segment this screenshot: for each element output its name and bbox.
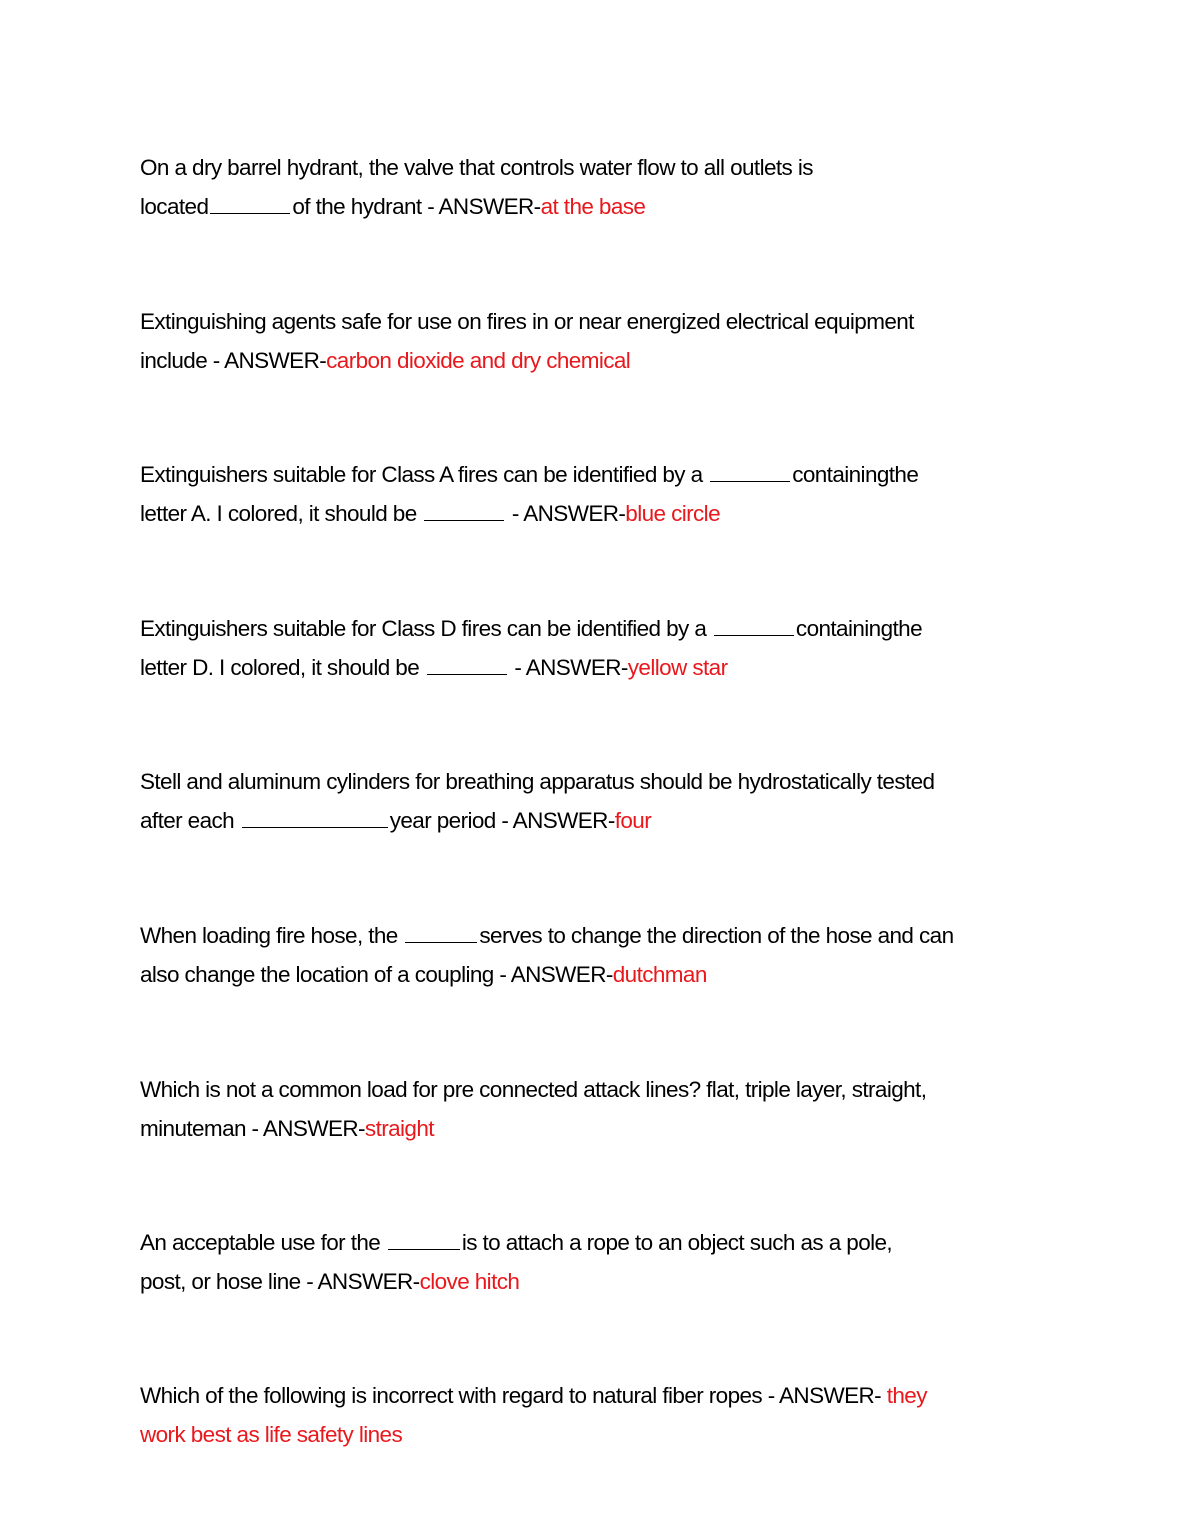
question-line: Extinguishers suitable for Class D fires can be identified by a containingthe xyxy=(140,609,1030,648)
qa-item-8 xyxy=(140,1223,1030,1301)
answer-text: work best as life safety lines xyxy=(140,1422,403,1447)
qa-item-3 xyxy=(140,455,1030,533)
question-line: Which of the following is incorrect with regard to natural fiber ropes - ANSWER- they xyxy=(140,1383,927,1408)
question-line: letter D. I colored, it should be - ANSWER-yellow star xyxy=(140,648,1030,687)
question-line: When loading fire hose, the serves to change the direction of the hose and can xyxy=(140,916,1030,955)
answer-text: carbon dioxide and dry chemical xyxy=(326,348,631,373)
answer-text: straight xyxy=(364,1116,434,1141)
question-line: after each year period - ANSWER-four xyxy=(140,801,1030,840)
question-line: post, or hose line - ANSWER-clove hitch xyxy=(140,1269,520,1294)
fill-in-blank xyxy=(710,459,790,482)
qa-item-1 xyxy=(140,148,1030,226)
question-line: Which is not a common load for pre connected attack lines? flat, triple layer, straight, xyxy=(140,1077,927,1102)
fill-in-blank xyxy=(242,805,388,828)
qa-item-5 xyxy=(140,762,1030,840)
question-line: minuteman - ANSWER-straight xyxy=(140,1116,434,1141)
qa-item-7 xyxy=(140,1070,1030,1148)
answer-prefix: - ANSWER- xyxy=(207,348,327,373)
fill-in-blank xyxy=(210,191,290,214)
question-line: letter A. I colored, it should be - ANSWER-blue circle xyxy=(140,494,1030,533)
question-line: Extinguishers suitable for Class A fires can be identified by a containingthe xyxy=(140,455,1030,494)
answer-prefix: - ANSWER- xyxy=(506,501,626,526)
fill-in-blank xyxy=(714,613,794,636)
qa-item-9 xyxy=(140,1376,1030,1454)
qa-item-4 xyxy=(140,609,1030,687)
answer-text: four xyxy=(614,808,652,833)
answer-text: dutchman xyxy=(612,962,707,987)
answer-prefix: - ANSWER- xyxy=(493,962,613,987)
answer-prefix: - ANSWER- xyxy=(300,1269,420,1294)
answer-text: they xyxy=(881,1383,927,1408)
fill-in-blank xyxy=(388,1227,460,1250)
answer-text: clove hitch xyxy=(419,1269,520,1294)
answer-prefix: - ANSWER- xyxy=(762,1383,882,1408)
answer-text: yellow star xyxy=(627,655,728,680)
answer-text: at the base xyxy=(540,194,646,219)
answer-text: blue circle xyxy=(625,501,720,526)
qa-item-2 xyxy=(140,302,1030,380)
answer-line xyxy=(140,1415,1030,1454)
qa-item-6 xyxy=(140,916,1030,994)
question-line: also change the location of a coupling - ANSWER-dutchman xyxy=(140,962,707,987)
question-line: Stell and aluminum cylinders for breathing apparatus should be hydrostatically tested xyxy=(140,769,935,794)
fill-in-blank xyxy=(424,498,504,521)
question-line: include - ANSWER-carbon dioxide and dry chemical xyxy=(140,348,631,373)
answer-prefix: - ANSWER- xyxy=(245,1116,365,1141)
fill-in-blank xyxy=(405,920,477,943)
fill-in-blank xyxy=(427,652,507,675)
question-line: An acceptable use for the is to attach a rope to an object such as a pole, xyxy=(140,1223,1030,1262)
answer-prefix: - ANSWER- xyxy=(495,808,615,833)
question-line: On a dry barrel hydrant, the valve that controls water flow to all outlets is xyxy=(140,155,813,180)
answer-prefix: - ANSWER- xyxy=(421,194,541,219)
answer-prefix: - ANSWER- xyxy=(508,655,628,680)
question-line: Extinguishing agents safe for use on fires in or near energized electrical equipment xyxy=(140,309,914,334)
question-line: located of the hydrant - ANSWER-at the base xyxy=(140,187,1030,226)
